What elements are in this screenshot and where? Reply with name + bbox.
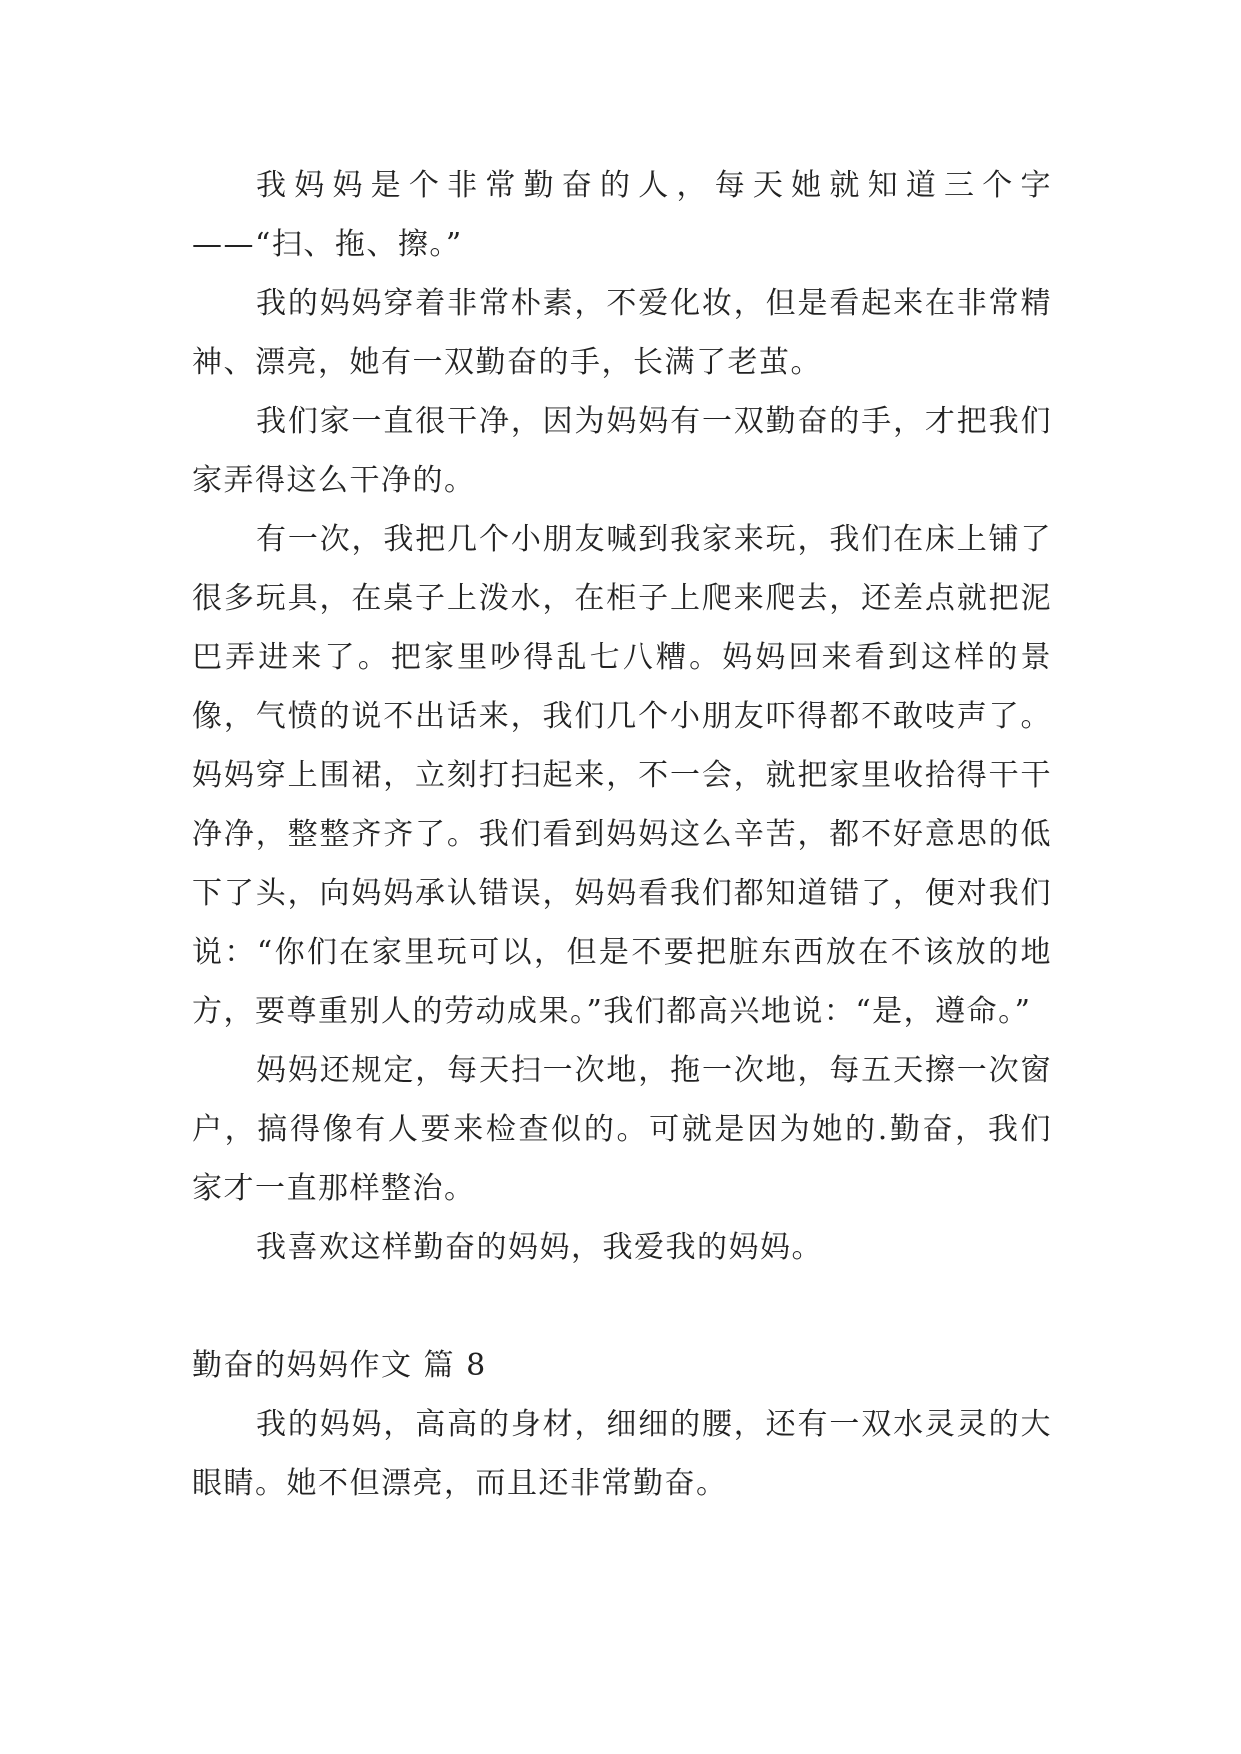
paragraph: 我的妈妈，高高的身材，细细的腰，还有一双水灵灵的大眼睛。她不但漂亮，而且还非常勤奋。	[192, 1407, 1052, 1501]
paragraph: 妈妈还规定，每天扫一次地，拖一次地，每五天擦一次窗户，搞得像有人要来检查似的。可就是因为她的.勤奋，我们家才一直那样整治。	[192, 1053, 1052, 1206]
paragraph: 我喜欢这样勤奋的妈妈，我爱我的妈妈。	[256, 1230, 823, 1265]
paragraph: 我们家一直很干净，因为妈妈有一双勤奋的手，才把我们家弄得这么干净的。	[192, 404, 1052, 498]
document-body	[192, 156, 1052, 1513]
section-spacer	[192, 1277, 1052, 1336]
paragraph: 我的妈妈穿着非常朴素，不爱化妆，但是看起来在非常精神、漂亮，她有一双勤奋的手，长满了老茧。	[192, 286, 1052, 380]
paragraph: 有一次，我把几个小朋友喊到我家来玩，我们在床上铺了很多玩具，在桌子上泼水，在柜子上爬来爬去，还差点就把泥巴弄进来了。把家里吵得乱七八糟。妈妈回来看到这样的景像，气愤的说不出话来，我们几个小朋友吓得都不敢吱声了。妈妈穿上围裙，立刻打扫起来，不一会，就把家里收拾得干干净净，整整齐齐了。我们看到妈妈这么辛苦，都不好意思的低下了头，向妈妈承认错误，妈妈看我们都知道错了，便对我们说：“你们在家里玩可以，但是不要把脏东西放在不该放的地方，要尊重别人的劳动成果。”我们都高兴地说：“是，遵命。”	[192, 522, 1052, 1029]
section-title: 勤奋的妈妈作文 篇 8	[192, 1348, 487, 1383]
paragraph: 我妈妈是个非常勤奋的人，每天她就知道三个字——“扫、拖、擦。”	[192, 168, 1052, 262]
